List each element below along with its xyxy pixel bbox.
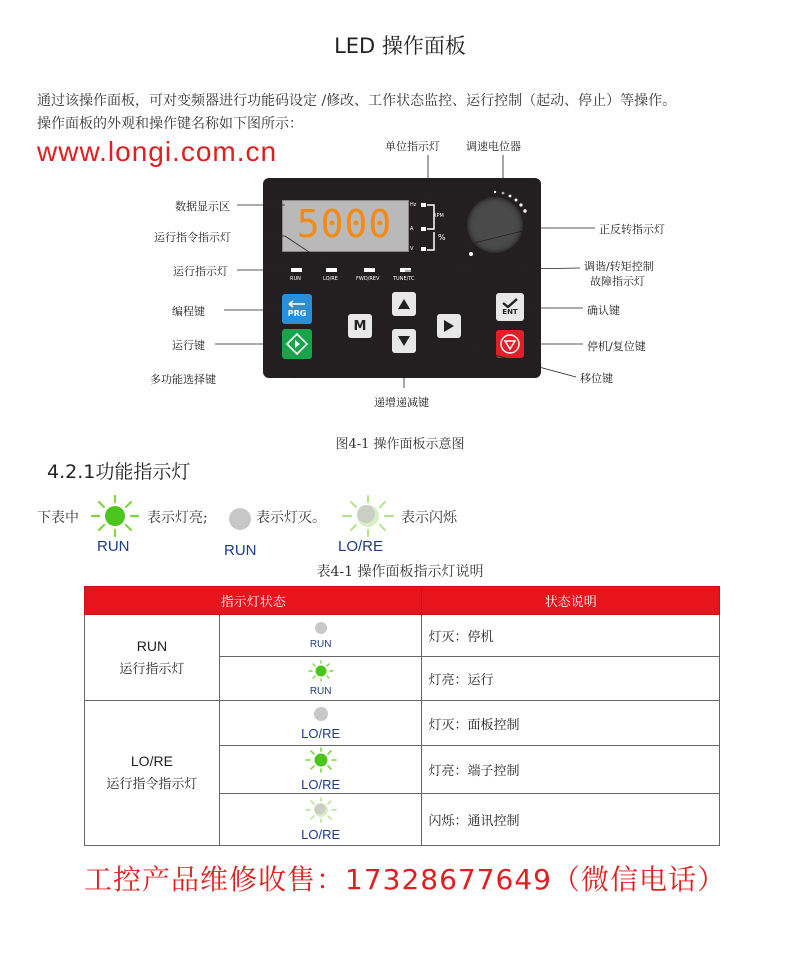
unit-pct-label: % [438,233,446,242]
figure-caption: 图4-1 操作面板示意图 [335,437,465,452]
display-digits: 5000 [296,202,393,246]
desc-lore-blink: 闪烁：通讯控制 [422,794,720,846]
footer-contact: 工控产品维修收售：17328677649（微信电话） [84,863,726,896]
indicator-table [84,586,720,846]
legend-run-label-1: RUN [97,538,130,555]
desc-run-on: 灯亮：运行 [422,657,720,701]
unit-a-label: A [410,226,414,232]
header-indicator-status: 指示灯状态 [85,587,422,615]
prg-key-label: PRG [287,309,307,318]
callout-tune-led-2: 故障指示灯 [590,275,645,288]
lore-off-label: LO/RE [301,725,341,741]
page-title: LED 操作面板 [334,34,466,58]
callout-display-area: 数据显示区 [175,200,230,213]
run-on-label: RUN [309,686,332,697]
led-tune-tc-label: TUNE/TC [393,276,415,282]
legend-blink-text: 表示闪烁 [401,510,457,526]
legend-on-text: 表示灯亮; [147,510,208,526]
callout-lines [0,0,800,420]
lore-blink-cell [219,794,422,846]
enter-key-label: ENT [502,308,518,316]
multi-function-key[interactable]: M [348,314,372,338]
callout-run-key: 运行键 [172,339,205,352]
callout-shift-key: 移位键 [580,372,613,385]
led-blink-icon [301,797,341,823]
led-lo-re-label: LO/RE [323,276,338,282]
callout-tune-led-1: 调谐/转矩控制 [584,260,654,273]
unit-rpm-label: RPM [433,213,444,219]
lore-off-cell [219,701,422,746]
legend-lore-label: LO/RE [338,538,384,555]
table-row [85,615,720,657]
desc-run-off: 灯灭：停机 [422,615,720,657]
run-off-cell [219,615,422,657]
watermark-url[interactable]: www.longi.com.cn [37,136,278,167]
table-row [85,701,720,746]
callout-multi-key: 多功能选择键 [150,373,216,386]
lore-blink-label: LO/RE [301,827,341,842]
callout-ent-key: 确认键 [587,304,620,317]
callout-unit-led: 单位指示灯 [385,140,440,153]
lore-on-cell [219,746,422,794]
unit-v-label: V [410,246,414,252]
header-status-desc: 状态说明 [422,587,720,615]
led-fwd-rev-label: FWD/REV [356,276,380,282]
callout-fwd-led: 正反转指示灯 [599,223,665,236]
callout-prg-key: 编程键 [172,305,205,318]
intro-line-2: 操作面板的外观和操作键名称如下图所示： [37,116,303,132]
led-on-icon [301,747,341,773]
lore-indicator-name [85,701,220,846]
callout-cmd-led: 运行指令指示灯 [154,231,231,244]
callout-run-led: 运行指示灯 [173,265,228,278]
run-on-cell [219,657,422,701]
led-off-icon [313,706,329,722]
desc-lore-on: 灯亮：端子控制 [422,746,720,794]
run-indicator-name [85,615,220,701]
led-off-icon [314,621,328,635]
lore-name: LO/RE [130,753,173,769]
callout-potentiometer: 调速电位器 [466,140,521,153]
callout-updown-key: 递增递减键 [374,396,429,409]
run-off-label: RUN [309,639,332,650]
led-run-label: RUN [290,276,301,282]
callout-stop-key: 停机/复位键 [587,340,646,353]
section-title: 4.2.1功能指示灯 [47,461,191,483]
legend-run-label-2: RUN [224,542,257,559]
run-desc: 运行指示灯 [119,661,185,677]
lore-on-label: LO/RE [301,777,341,792]
unit-hz-label: Hz [410,202,417,208]
led-off-legend-icon [228,507,252,531]
led-on-legend-icon [88,494,142,538]
legend-off-text: 表示灯灭。 [256,510,326,526]
run-name: RUN [136,637,168,654]
table-header-row [85,587,720,615]
led-on-icon [304,660,338,682]
desc-lore-off: 灯灭：面板控制 [422,701,720,746]
table-caption: 表4-1 操作面板指示灯说明 [316,564,484,580]
intro-line-1: 通过该操作面板，可对变频器进行功能码设定 /修改、工作状态监控、运行控制（起动、停止）等操作。 [37,93,677,109]
lore-desc: 运行指令指示灯 [106,777,198,792]
legend-prefix: 下表中 [37,510,79,526]
led-blink-legend-icon [338,494,398,538]
